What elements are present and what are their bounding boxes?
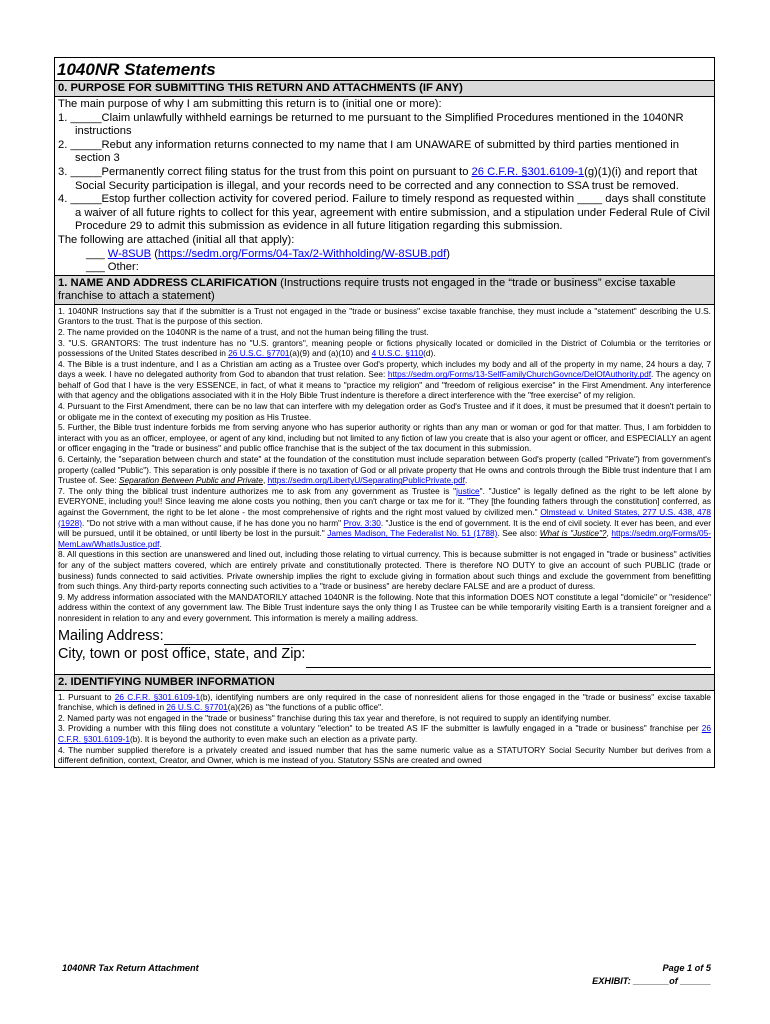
s0-item-3-text-b: (g)(1)(i) and report that Social Security participation is illegal, and your records need to be corrected and any connection to SSA trust be removed. (75, 165, 698, 192)
s2-para-3 (58, 723, 711, 744)
s0-item-1: 1. _____Claim unlawfully withheld earnings be returned to me pursuant to the Simplified Procedures mentioned in the 1040NR instructions (58, 111, 684, 138)
section-0-heading: 0. PURPOSE FOR SUBMITTING THIS RETURN AND ATTACHMENTS (IF ANY) (55, 81, 714, 97)
s1-p3-c: (d). (423, 348, 436, 359)
madison-link[interactable]: James Madison, The Federalist No. 51 (1788) (327, 528, 498, 539)
document-title: 1040NR Statements (55, 58, 714, 81)
mailing-address-block (55, 624, 714, 668)
s1-para-3 (58, 338, 711, 359)
mailing-address-line[interactable] (164, 630, 696, 645)
s1-heading-bold: 1. NAME AND ADDRESS CLARIFICATION (58, 276, 277, 289)
footer-page-number: Page 1 of 5 (662, 963, 711, 973)
s2-para-4: 4. The number supplied therefore is a privately created and issued number that has the same numeric value as a STATUTORY Social Security Number but derives from a different definition, context, Creator, and Owner, which is me instead of you. Statutory SSNs are created and owned (58, 744, 711, 766)
s2-usc-link[interactable]: 26 U.S.C. §7701 (166, 702, 228, 713)
att1-blank: ___ (86, 247, 108, 260)
s0-item-3-text-a: 3. _____Permanently correct filing status for the trust from this point on pursuant to (58, 165, 472, 178)
mailing-address-row (58, 627, 711, 645)
s1-p3-a: 3. "U.S. GRANTORS: The trust indenture has no "U.S. grantors", meaning people or fictions physically located or domiciled in the District of Columbia or the territories or possessions of the United States described in (58, 337, 711, 359)
footer-title: 1040NR Tax Return Attachment (62, 963, 199, 973)
s0-item-3 (58, 166, 711, 193)
s0-item-4: 4. _____Estop further collection activity for covered period. Failure to timely respond as requested within ____ days shall constitute a waiver of all future rights to collect for this year, agreement with entire submission, and a stipulation under Federal Rule of Civil Procedure 29 to admit this submission as evidence in all future litigation regarding this submission. (58, 193, 710, 233)
s2-p3-b: (b). It is beyond the authority to even make such an election as a private party. (129, 733, 418, 744)
s1-p3-b: (a)(9) and (a)(10) and (289, 348, 372, 359)
s1-para-1: 1. 1040NR Instructions say that if the submitter is a Trust not engaged in the "trade or business" excise taxable franchise, they must include a "statement" describing the U.S. Grantors to the trust. That is the purpose of this section. (58, 305, 711, 327)
city-label: City, town or post office, state, and Zip: (58, 645, 306, 662)
s0-intro: The main purpose of why I am submitting this return is to (initial one or more): (58, 98, 442, 110)
s2-p1-a: 1. Pursuant to (58, 691, 115, 702)
s1-para-10: 9. My address information associated with the MANDATORILY attached 1040NR is the following. Note that this information DOES NOT constitute a legal "domicile" or "residence" address within the context of any government law. The Bible Trust indenture says the only thing I as Trustee can be while temporarily visiting Earth is a transient foreigner and a nonresident in relation to any and every government. This information is merely a mailing address. (58, 591, 711, 623)
justice-pdf-link[interactable]: https://sedm.org/Forms/05-MemLaw/WhatIsJustice.pdf (58, 528, 711, 549)
s1-heading-note: (Instructions require trusts not engaged in the “trade or business” excise taxable franchise to attach a statement) (58, 276, 676, 302)
what-is-justice-title: What is "Justice"? (539, 528, 607, 539)
s1-p8-b: ". "Justice" is legally defined as the right to be left alone by EVERYONE, including you!! Since leaving me alone costs you nothing, then you can't charge or tax me for it. "They [the founding fathers through the constitution] conferred, as against the Government, the right to be let alone - the most comprehensive of rights and the right most valued by civilized men." (58, 485, 711, 517)
mailing-address-label: Mailing Address: (58, 627, 164, 644)
s0-attached: The following are attached (initial all that apply): (58, 233, 295, 246)
s0-attachment-1 (58, 248, 711, 262)
s1-p7-c: . (464, 475, 468, 486)
s1-para-7 (58, 454, 711, 486)
s1-para-5: 4. Pursuant to the First Amendment, there can be no law that can interfere with my delegation order as God's Trustee and if it does, it must be presumed that it doesn't pertain to or obligate me in the context of executing my position as His Trustee. (58, 401, 711, 422)
s1-p8-d: . "Justice is the end of government. It is the end of civil society. It ever has been, and ever will be pursued, until it be obtained, or until liberty be lost in the pursuit." (58, 517, 711, 539)
s2-p3-a: 3. Providing a number with this filing does not constitute a voluntary "election" to be treated AS IF the submitter is lawfully engaged in a "trade or business" franchise per (58, 723, 702, 734)
olmstead-link[interactable]: Olmstead v. United States, 277 U.S. 438, 478 (1928) (58, 507, 711, 528)
s2-para-2: 2. Named party was not engaged in the "trade or business" franchise during this tax year and therefore, is not required to supply an identifying number. (58, 712, 611, 723)
section-2-body (55, 691, 714, 767)
usc-110-link[interactable]: 4 U.S.C. §110 (371, 348, 424, 359)
w8sub-link[interactable]: W-8SUB (107, 247, 152, 260)
s0-attachment-other: ___ Other: (86, 261, 139, 274)
s1-p4-a: 4. The Bible is a trust indenture, and I as a Christian am acting as a Trustee over God's property, which includes my body and all of the property in my name, 24 hours a day, 7 days a week. I have no delegated authority from God to abandon that trust relation. See: (58, 358, 711, 380)
s1-para-4 (58, 359, 711, 401)
s1-p8-a: 7. The only thing the biblical trust indenture authorizes me to ask from any government as Trustee is " (58, 485, 457, 496)
section-1-heading (55, 275, 714, 305)
usc-7701-link[interactable]: 26 U.S.C. §7701 (228, 348, 290, 359)
s1-p8-e: . See also: (497, 528, 540, 539)
s1-p4-b: . The agency on behalf of God that I have is the very ESSENCE, in fact, of what it means to "practice my religion" and "freedom of religious exercise" in the First Amendment. Any interference with that agency and the obligations associated with it in the Holy Bible Trust indenture is therefore a direct interference with the "free exercise" of my religion. (58, 369, 711, 401)
s1-p7-b: , (262, 475, 268, 486)
separation-title: Separation Between Public and Private (119, 475, 263, 486)
s1-para-6: 5. Further, the Bible trust indenture forbids me from serving anyone who has superior authority or rights than any man or woman or god for that matter. Thus, I am forbidden to interact with you as an officer, employee, or agent of any kind, including but not limited to any fiction of law you create that is also your agent or officer, and ESPECIALLY an agent or officer engaging in the "trade or business" and public office franchise that is the subject of the tax document in this submission. (58, 422, 711, 454)
s1-p8-c: . "Do not strive with a man without cause, if he has done you no harm" (81, 517, 344, 528)
s2-p1-c: (a)(26) as "the functions of a public office". (227, 702, 384, 713)
section-0-body (55, 97, 714, 275)
section-1-body (55, 305, 714, 624)
s1-para-2: 2. The name provided on the 1040NR is the name of a trust, and not the human being filling the trust. (58, 326, 429, 337)
s2-para-1 (58, 692, 711, 713)
justice-link[interactable]: justice (456, 485, 480, 496)
att1-url-post: ) (446, 247, 450, 260)
city-line[interactable] (306, 667, 711, 668)
document-page (54, 57, 715, 768)
section-2-heading: 2. IDENTIFYING NUMBER INFORMATION (55, 674, 714, 691)
separating-link[interactable]: https://sedm.org/LibertyU/SeparatingPublicPrivate.pdf (267, 475, 465, 486)
statement-box (54, 57, 715, 768)
s1-para-8 (58, 486, 711, 550)
del-authority-link[interactable]: https://sedm.org/Forms/13-SelfFamilyChurchGovnce/DelOfAuthority.pdf (387, 369, 652, 380)
cfr-link[interactable]: 26 C.F.R. §301.6109-1 (471, 165, 585, 178)
s2-cfr-link-2[interactable]: 26 C.F.R. §301.6109-1 (58, 723, 711, 744)
s2-p1-b: (b), identifying numbers are only required in the case of nonresident aliens for those engaged in the "trade or business" excise taxable franchise, which is defined in (58, 691, 712, 713)
s1-p8-f: , (606, 528, 612, 539)
s1-para-9: 8. All questions in this section are unanswered and lined out, including those relating to virtual currency. This is because submitter is not engaged in "trade or business" activities for any of the subject matters covered, which are entirely private and constitutionally protected. There is therefore NO DUTY to give an account of such PUBLIC (trade or business) funds connected to said activities. Private ownership implies the right to exclude giving in formation about such things and exclude the government from benefitting from such things. Any third-party reports connecting such activities to a "trade or business" are hereby declare FALSE and are a product of duress. (58, 549, 711, 592)
prov-link[interactable]: Prov. 3:30 (343, 517, 381, 528)
s1-p8-g: . (159, 538, 162, 549)
city-row (58, 645, 711, 667)
s1-p7-a: 6. Certainly, the "separation between church and state" at the foundation of the constitution must include separation between God's property (called "Private") from government's property (called "Public"). This separation is only possible if there is no taxation of God or all private property that He owns and controls through the Bible trust indenture that I am Trustee of. See: (58, 454, 711, 486)
footer-exhibit: EXHIBIT: _______of ______ (592, 976, 711, 986)
att1-url-pre: ( (151, 247, 158, 260)
s2-cfr-link[interactable]: 26 C.F.R. §301.6109-1 (114, 691, 201, 702)
s0-item-2: 2. _____Rebut any information returns connected to my name that I am UNAWARE of submitted by third parties mentioned in section 3 (58, 138, 680, 165)
w8sub-url-link[interactable]: https://sedm.org/Forms/04-Tax/2-Withholding/W-8SUB.pdf (157, 247, 447, 260)
